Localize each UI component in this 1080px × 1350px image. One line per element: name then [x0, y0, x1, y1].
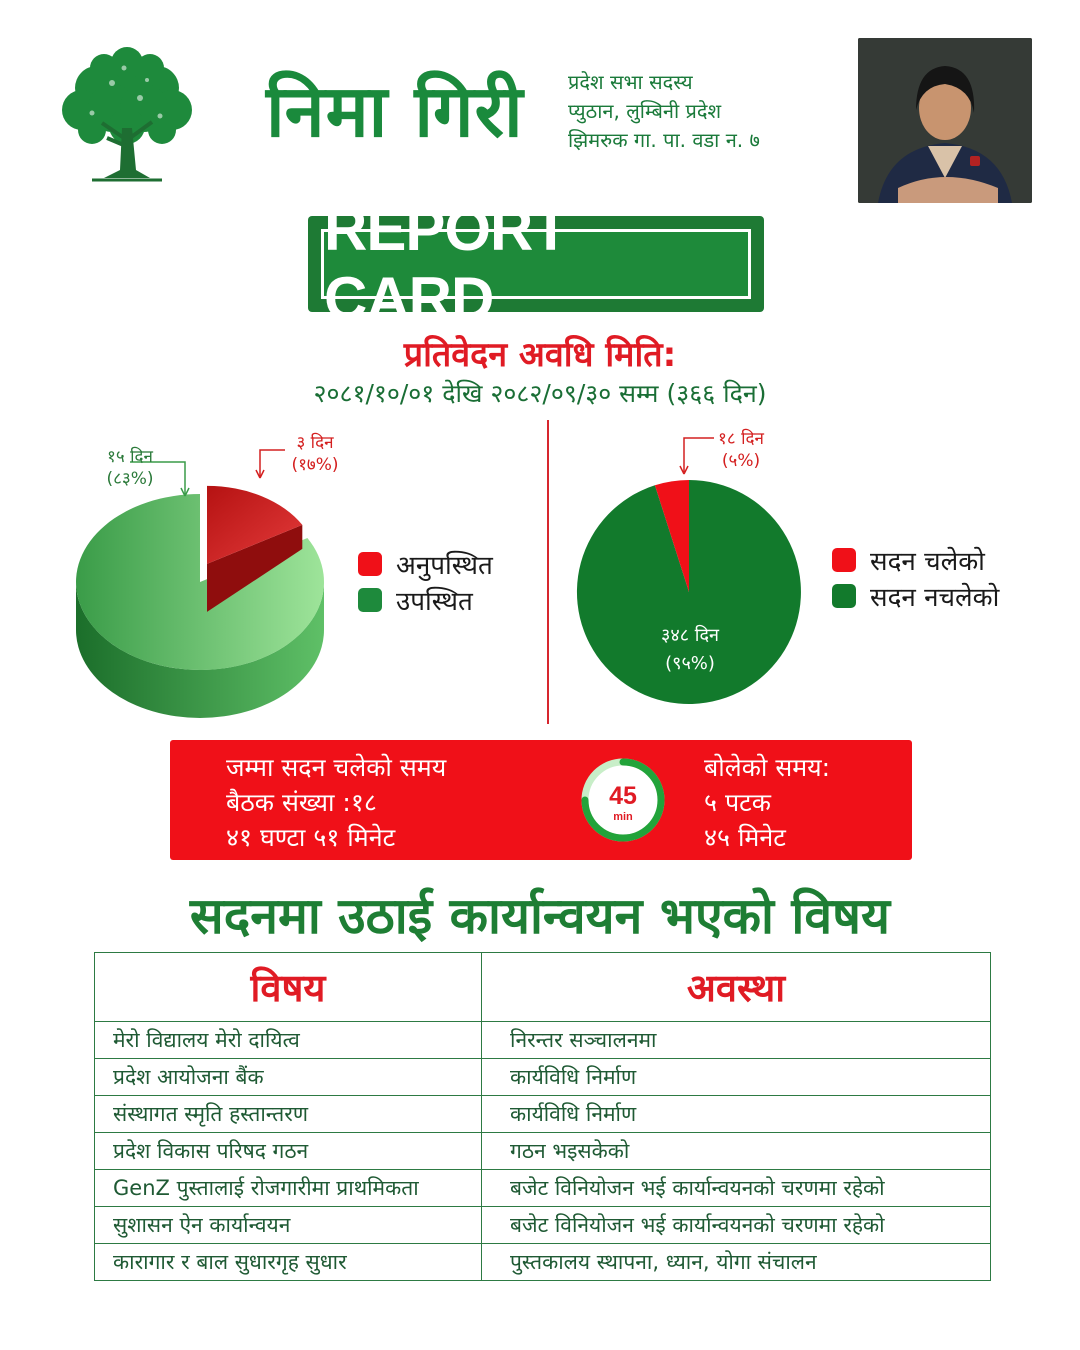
- table-cell-subject: प्रदेश विकास परिषद गठन: [95, 1133, 482, 1170]
- pie2-held-pct: (५%): [721, 451, 761, 471]
- table-row: [95, 1170, 991, 1207]
- table-body: [95, 1022, 991, 1281]
- table-row: [95, 1096, 991, 1133]
- legend-item-not-held: [832, 578, 999, 614]
- session-total-label: जम्मा सदन चलेको समय: [226, 753, 447, 782]
- table-cell-status: निरन्तर सञ्चालनमा: [482, 1022, 991, 1059]
- period-range: २०८१/१०/०१ देखि २०८२/०९/३० सम्म (३६६ दिन): [313, 379, 767, 408]
- table-cell-subject: कारागार र बाल सुधारगृह सुधार: [95, 1244, 482, 1281]
- pie2-held-label: [706, 428, 776, 472]
- session-stats: [226, 750, 446, 855]
- table-header-subject: विषय: [95, 953, 482, 1022]
- pie1-absent-label: [280, 432, 350, 476]
- pie2-not-held-label: [640, 622, 740, 678]
- pie2-held-days: १८ दिन: [718, 429, 764, 449]
- pie1-present-pct: (८३%): [106, 469, 154, 489]
- info-line-ward: झिमरुक गा. पा. वडा न. ७: [568, 128, 760, 152]
- member-photo: [858, 38, 1032, 203]
- timer-unit: min: [613, 811, 633, 823]
- table-row: [95, 1022, 991, 1059]
- table-cell-subject: संस्थागत स्मृति हस्तान्तरण: [95, 1096, 482, 1133]
- legend-item-held: [832, 542, 999, 578]
- session-chart: [549, 420, 829, 730]
- legend-item-present: [358, 582, 493, 618]
- speaking-time-label: बोलेको समय:: [704, 753, 831, 782]
- stats-banner: [170, 740, 912, 860]
- table-cell-status: बजेट विनियोजन भई कार्यान्वयनको चरणमा रहेको: [482, 1170, 991, 1207]
- speaking-duration: ४५ मिनेट: [704, 823, 786, 852]
- pie1-absent-days: ३ दिन: [296, 433, 334, 453]
- session-duration: ४१ घण्टा ५१ मिनेट: [226, 823, 396, 852]
- pie1-absent-pct: (१७%): [291, 455, 339, 475]
- speaking-stats: [704, 750, 830, 855]
- legend-label-absent: अनुपस्थित: [396, 551, 493, 581]
- legend-label-present: उपस्थित: [396, 587, 473, 617]
- table-header-status: अवस्था: [482, 953, 991, 1022]
- table-row: [95, 1207, 991, 1244]
- info-line-title: प्रदेश सभा सदस्य: [568, 70, 693, 94]
- legend-label-held: सदन चलेको: [870, 547, 985, 577]
- meeting-count: बैठक संख्या :१८: [226, 788, 377, 817]
- timer-value: 45: [609, 782, 637, 810]
- legend-swatch-not-held: [832, 584, 856, 608]
- pie2-not-held-days: ३४८ दिन: [660, 625, 719, 646]
- table-cell-status: गठन भइसकेको: [482, 1133, 991, 1170]
- table-cell-subject: सुशासन ऐन कार्यान्वयन: [95, 1207, 482, 1244]
- table-cell-status: पुस्तकालय स्थापना, ध्यान, योगा संचालन: [482, 1244, 991, 1281]
- member-info: [568, 68, 760, 155]
- tree-logo-icon: [52, 38, 202, 188]
- table-cell-subject: GenZ पुस्तालाई रोजगारीमा प्राथमिकता: [95, 1170, 482, 1207]
- pie1-present-days: १५ दिन: [107, 447, 153, 467]
- table-cell-status: कार्यविधि निर्माण: [482, 1096, 991, 1133]
- legend-swatch-present: [358, 588, 382, 612]
- speaking-count: ५ पटक: [704, 788, 771, 817]
- table-cell-subject: मेरो विद्यालय मेरो दायित्व: [95, 1022, 482, 1059]
- table-cell-status: कार्यविधि निर्माण: [482, 1059, 991, 1096]
- pie1-present-label: [92, 446, 168, 490]
- member-name: निमा गिरी: [266, 69, 524, 153]
- period-title: प्रतिवेदन अवधि मिति:: [403, 335, 677, 375]
- report-card-label: REPORT CARD: [321, 229, 751, 299]
- info-line-constituency: प्युठान, लुम्बिनी प्रदेश: [568, 99, 722, 123]
- legend-swatch-absent: [358, 552, 382, 576]
- legend-item-absent: [358, 546, 493, 582]
- table-row: [95, 1133, 991, 1170]
- pie2-legend: [832, 542, 999, 614]
- timer-icon: [577, 754, 669, 846]
- legend-swatch-held: [832, 548, 856, 572]
- table-header-row: [95, 953, 991, 1022]
- issues-table: [94, 952, 991, 1281]
- report-card-badge: [308, 196, 764, 332]
- legend-label-not-held: सदन नचलेको: [870, 583, 1000, 613]
- table-row: [95, 1244, 991, 1281]
- table-cell-status: बजेट विनियोजन भई कार्यान्वयनको चरणमा रहेको: [482, 1207, 991, 1244]
- pie1-legend: [358, 546, 493, 618]
- pie2-not-held-pct: (९५%): [665, 653, 715, 674]
- table-row: [95, 1059, 991, 1096]
- table-cell-subject: प्रदेश आयोजना बैंक: [95, 1059, 482, 1096]
- section-heading: सदनमा उठाई कार्यान्वयन भएको विषय: [189, 887, 891, 945]
